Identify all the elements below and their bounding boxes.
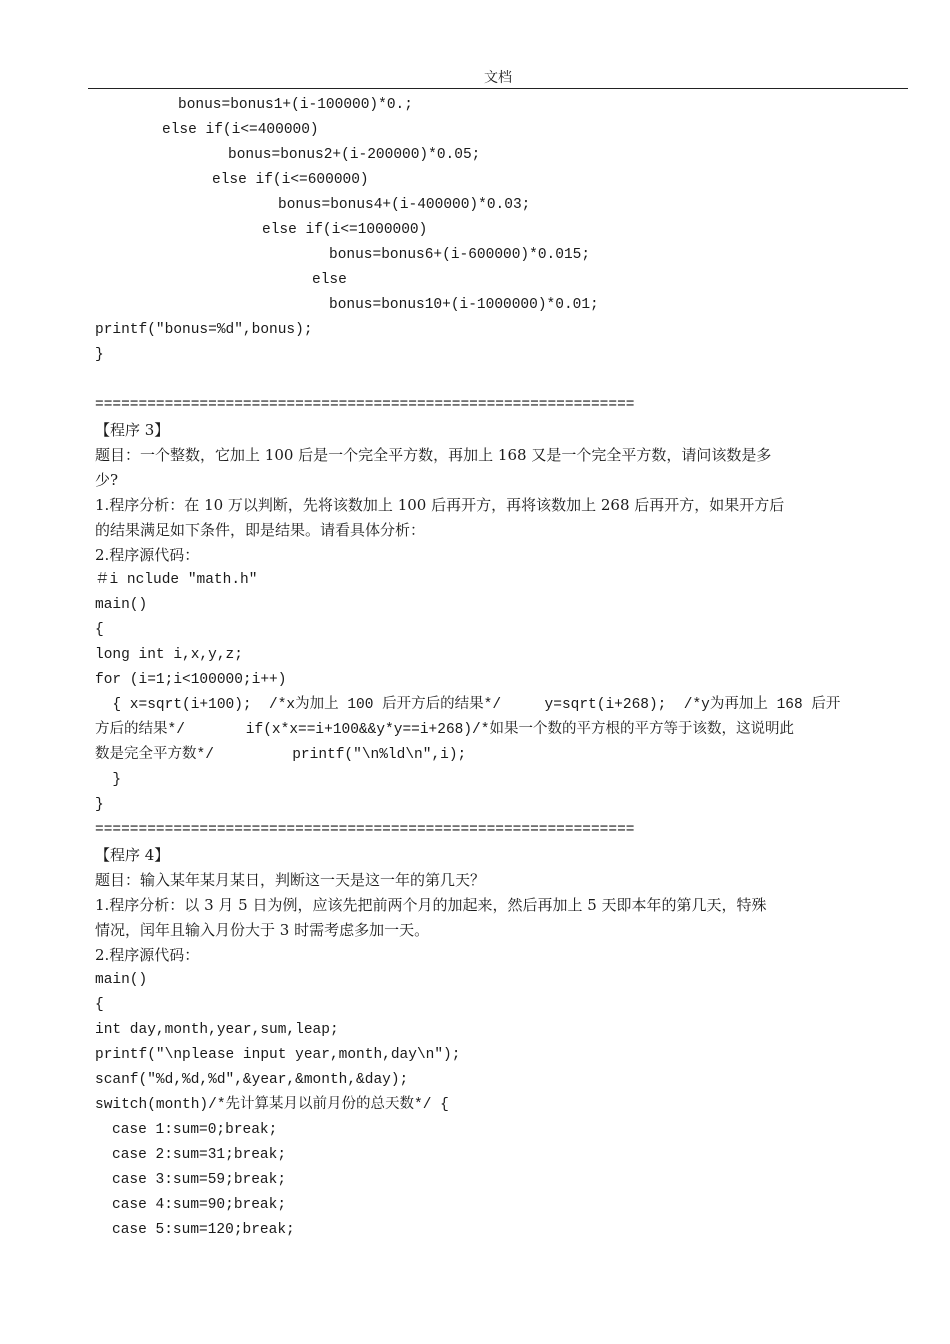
code-line: case 4:sum=90;break; <box>112 1197 287 1213</box>
text-line: 1.程序分析：以 3 月 5 日为例，应该先把前两个月的加起来，然后再加上 5 天即本年的第几天，特殊 <box>95 896 767 914</box>
code-line: { <box>95 997 104 1013</box>
text-line: 【程序 3】 <box>95 421 170 439</box>
code-line: else if(i<=600000) <box>212 172 369 188</box>
code-line: main() <box>95 597 148 613</box>
code-line: bonus=bonus4+(i-400000)*0.03; <box>278 197 531 213</box>
code-line: } <box>95 772 122 788</box>
code-line: scanf("%d,%d,%d",&year,&month,&day); <box>95 1072 409 1088</box>
code-line: { <box>95 622 104 638</box>
code-line: else <box>312 272 347 288</box>
code-line: ＃i nclude "math.h" <box>95 572 258 588</box>
text-line: 1.程序分析：在 10 万以判断，先将该数加上 100 后再开方，再将该数加上 268 后再开方，如果开方后 <box>95 496 785 514</box>
code-line: } <box>95 797 104 813</box>
text-line: 情况，闰年且输入月份大于 3 时需考虑多加一天。 <box>95 921 430 939</box>
code-line: printf("\nplease input year,month,day\n"); <box>95 1047 461 1063</box>
page-header <box>88 68 908 89</box>
code-line: case 2:sum=31;break; <box>112 1147 287 1163</box>
text-line: 的结果满足如下条件，即是结果。请看具体分析： <box>95 521 426 539</box>
text-line: 2.程序源代码： <box>95 546 200 564</box>
code-line: case 5:sum=120;break; <box>112 1222 295 1238</box>
code-line: else if(i<=400000) <box>162 122 319 138</box>
code-line: int day,month,year,sum,leap; <box>95 1022 339 1038</box>
code-line: long int i,x,y,z; <box>95 647 243 663</box>
header-title: 文档 <box>484 70 512 86</box>
code-line: bonus=bonus1+(i-100000)*0.; <box>178 97 413 113</box>
code-line: case 1:sum=0;break; <box>112 1122 278 1138</box>
code-line: for (i=1;i<100000;i++) <box>95 672 287 688</box>
code-line: bonus=bonus10+(i-1000000)*0.01; <box>329 297 599 313</box>
code-line: ============================================================== <box>95 822 635 838</box>
code-line: printf("bonus=%d",bonus); <box>95 322 313 338</box>
code-line: { x=sqrt(i+100); /*x为加上 100 后开方后的结果*/ y=sqrt(i+268); /*y为再加上 168 后开 <box>95 697 841 713</box>
code-line: 数是完全平方数*/ printf("\n%ld\n",i); <box>95 747 467 763</box>
text-line: 题目：输入某年某月某日，判断这一天是这一年的第几天？ <box>95 871 486 889</box>
code-line: case 3:sum=59;break; <box>112 1172 287 1188</box>
code-line: switch(month)/*先计算某月以前月份的总天数*/ { <box>95 1097 449 1113</box>
text-line: 2.程序源代码： <box>95 946 200 964</box>
code-line: bonus=bonus2+(i-200000)*0.05; <box>228 147 481 163</box>
code-line: main() <box>95 972 148 988</box>
code-line: bonus=bonus6+(i-600000)*0.015; <box>329 247 591 263</box>
code-line: ============================================================== <box>95 397 635 413</box>
text-line: 少? <box>95 471 119 489</box>
code-line: 方后的结果*/ if(x*x==i+100&&y*y==i+268)/*如果一个数的平方根的平方等于该数，这说明此 <box>95 722 794 738</box>
text-line: 【程序 4】 <box>95 846 170 864</box>
text-line: 题目：一个整数，它加上 100 后是一个完全平方数，再加上 168 又是一个完全平方数，请问该数是多 <box>95 446 772 464</box>
code-line: else if(i<=1000000) <box>262 222 428 238</box>
code-line: } <box>95 347 104 363</box>
